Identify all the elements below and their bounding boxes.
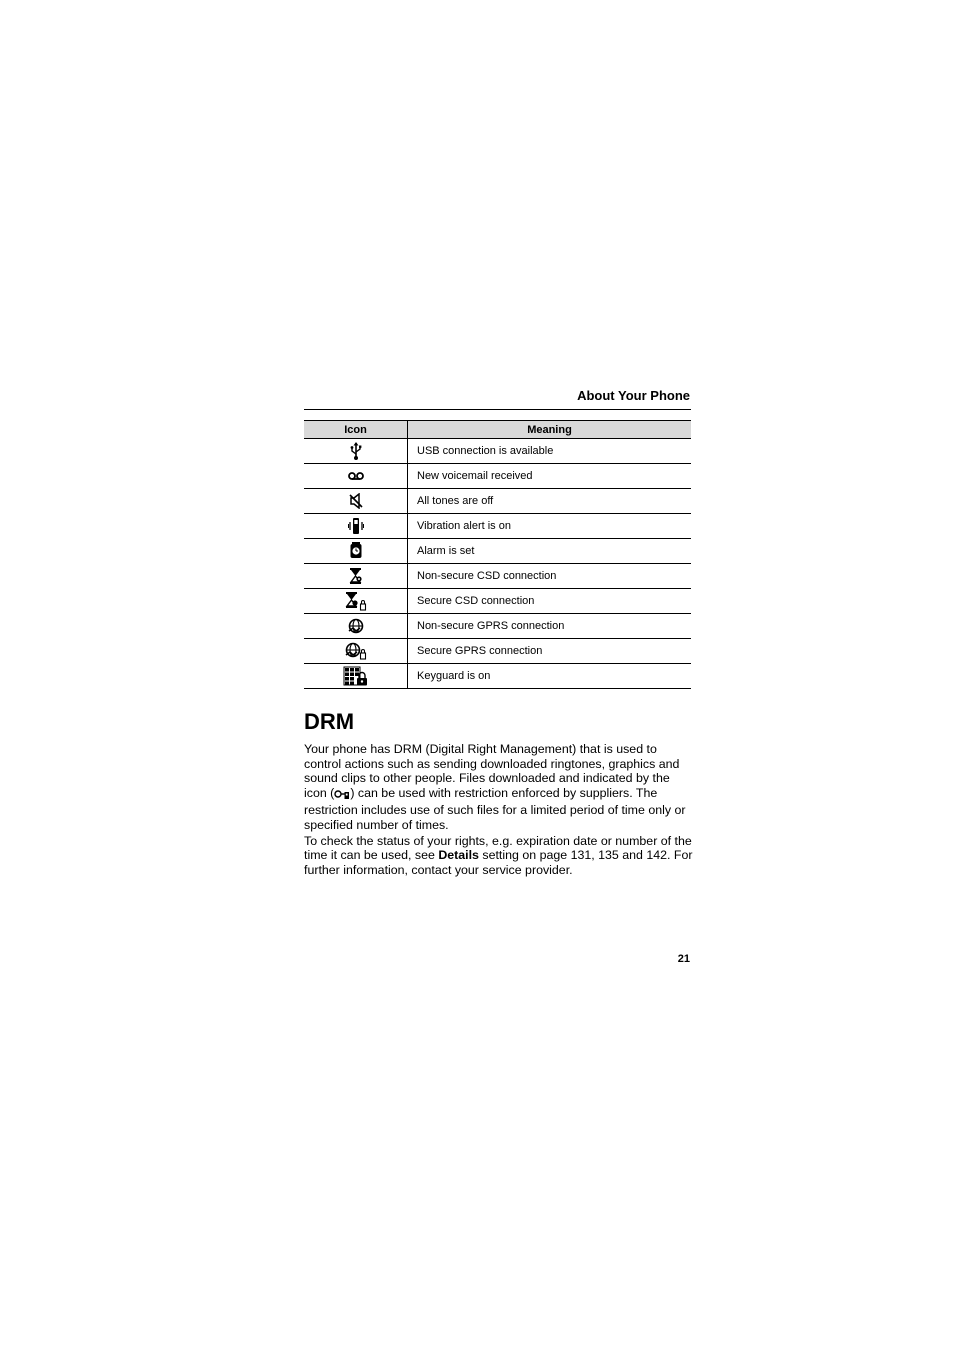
drm-body bbox=[304, 742, 694, 878]
vibration-icon bbox=[348, 517, 364, 535]
csd-icon bbox=[348, 567, 364, 585]
drm-heading: DRM bbox=[304, 709, 355, 734]
keyguard-icon bbox=[343, 666, 369, 686]
drm-key-icon bbox=[334, 788, 350, 800]
row-meaning: Non-secure CSD connection bbox=[408, 564, 692, 589]
table-row bbox=[304, 489, 691, 514]
usb-icon bbox=[349, 442, 363, 460]
drm-text: Your phone has DRM (Digital Right Management) that is used to control actions such as sending downloaded ringtones, graphics and sound clips to other people. Files downloaded and indicated by the icon ( bbox=[304, 742, 680, 800]
table-header-row bbox=[304, 421, 691, 439]
details-label: Details bbox=[438, 848, 479, 863]
table-row bbox=[304, 589, 691, 614]
column-header-meaning: Meaning bbox=[408, 421, 692, 439]
row-meaning: Vibration alert is on bbox=[408, 514, 692, 539]
row-meaning: Secure CSD connection bbox=[408, 589, 692, 614]
row-meaning: Non-secure GPRS connection bbox=[408, 614, 692, 639]
row-meaning: USB connection is available bbox=[408, 439, 692, 464]
table-row bbox=[304, 614, 691, 639]
table-row bbox=[304, 464, 691, 489]
speaker-muted-icon bbox=[349, 493, 363, 509]
icon-table bbox=[304, 420, 691, 689]
row-meaning: All tones are off bbox=[408, 489, 692, 514]
row-meaning: Secure GPRS connection bbox=[408, 639, 692, 664]
table-row bbox=[304, 564, 691, 589]
drm-paragraph-1 bbox=[304, 742, 694, 833]
drm-text: To check the status of your rights, e.g. expiration date or number of the time it can be used, see bbox=[304, 833, 692, 863]
table-row bbox=[304, 664, 691, 689]
drm-text: ) can be used with restriction enforced by suppliers. The restriction includes use of such files for a limited period of time only or specified number of times. bbox=[304, 785, 686, 832]
table-row bbox=[304, 439, 691, 464]
table-row bbox=[304, 539, 691, 564]
header-divider bbox=[304, 409, 691, 410]
drm-text: setting on page 131, 135 and 142. For further information, contact your service provider. bbox=[304, 848, 693, 877]
drm-paragraph-2 bbox=[304, 834, 694, 878]
page-header-title: About Your Phone bbox=[577, 388, 690, 403]
row-meaning: Keyguard is on bbox=[408, 664, 692, 689]
table-row bbox=[304, 514, 691, 539]
secure-gprs-icon bbox=[345, 642, 367, 660]
row-meaning: New voicemail received bbox=[408, 464, 692, 489]
column-header-icon: Icon bbox=[304, 421, 408, 439]
alarm-icon bbox=[349, 542, 363, 560]
page-number: 21 bbox=[677, 953, 690, 965]
row-meaning: Alarm is set bbox=[408, 539, 692, 564]
gprs-icon bbox=[348, 618, 364, 634]
secure-csd-icon bbox=[345, 591, 367, 611]
voicemail-icon bbox=[348, 470, 364, 482]
table-row bbox=[304, 639, 691, 664]
